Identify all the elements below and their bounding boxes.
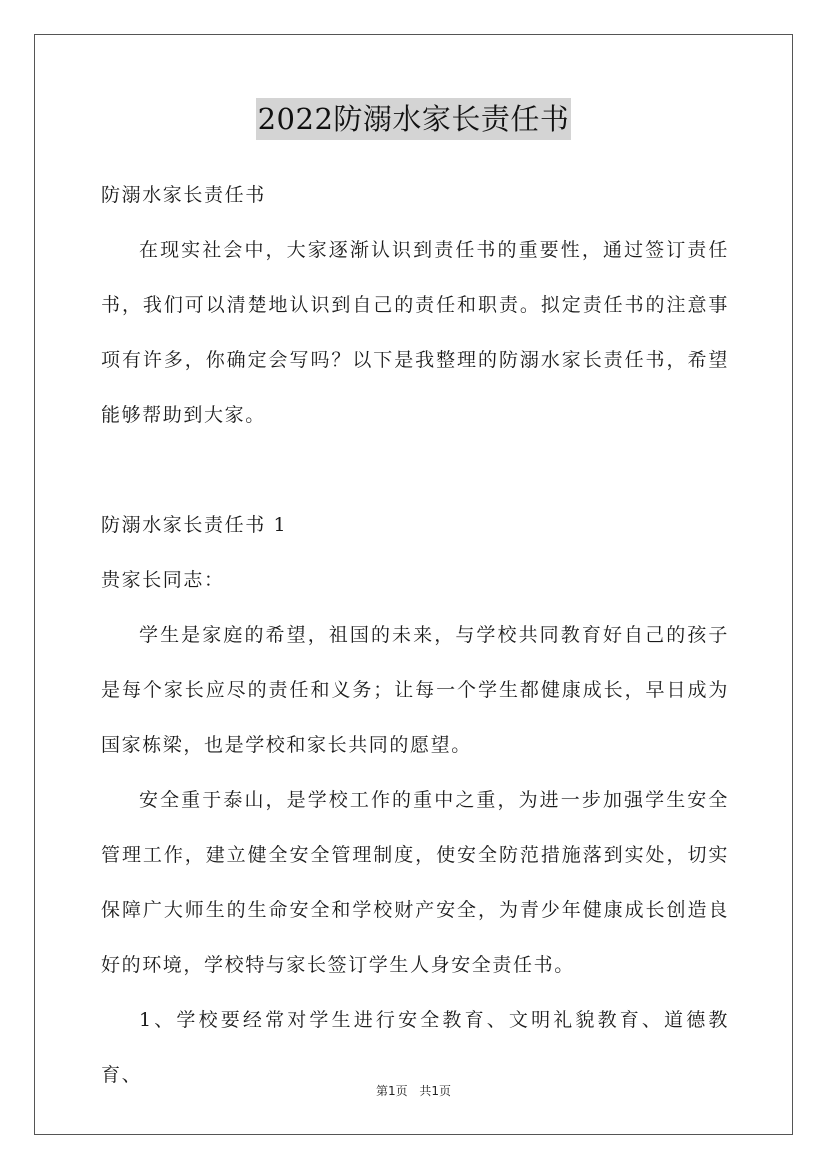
page-number: 第1页 [375,1084,408,1098]
intro-paragraph: 在现实社会中，大家逐渐认识到责任书的重要性，通过签订责任书，我们可以清楚地认识到自己的责任和职责。拟定责任书的注意事项有许多，你确定会写吗？以下是我整理的防溺水家长责任书，希望能够帮助到大家。 [101,239,729,426]
body-paragraph-3: 1、学校要经常对学生进行安全教育、文明礼貌教育、道德教育、 [101,1009,729,1086]
document-body [101,168,729,1103]
title-container [0,98,827,140]
body-paragraph-1: 学生是家庭的希望，祖国的未来，与学校共同教育好自己的孩子是每个家长应尽的责任和义务；让每一个学生都健康成长，早日成为国家栋梁，也是学校和家长共同的愿望。 [101,624,729,756]
subtitle: 防溺水家长责任书 [101,184,266,206]
section-gap [101,443,729,498]
page-total: 共1页 [419,1084,452,1098]
body-paragraph-2: 安全重于泰山，是学校工作的重中之重，为进一步加强学生安全管理工作，建立健全安全管理制度，使安全防范措施落到实处，切实保障广大师生的生命安全和学校财产安全，为青少年健康成长创造良好的环境，学校特与家长签订学生人身安全责任书。 [101,789,729,976]
document-title: 2022防溺水家长责任书 [256,98,572,140]
page-footer [0,1083,827,1099]
salutation: 贵家长同志： [101,569,225,591]
section-title: 防溺水家长责任书 1 [101,514,288,536]
